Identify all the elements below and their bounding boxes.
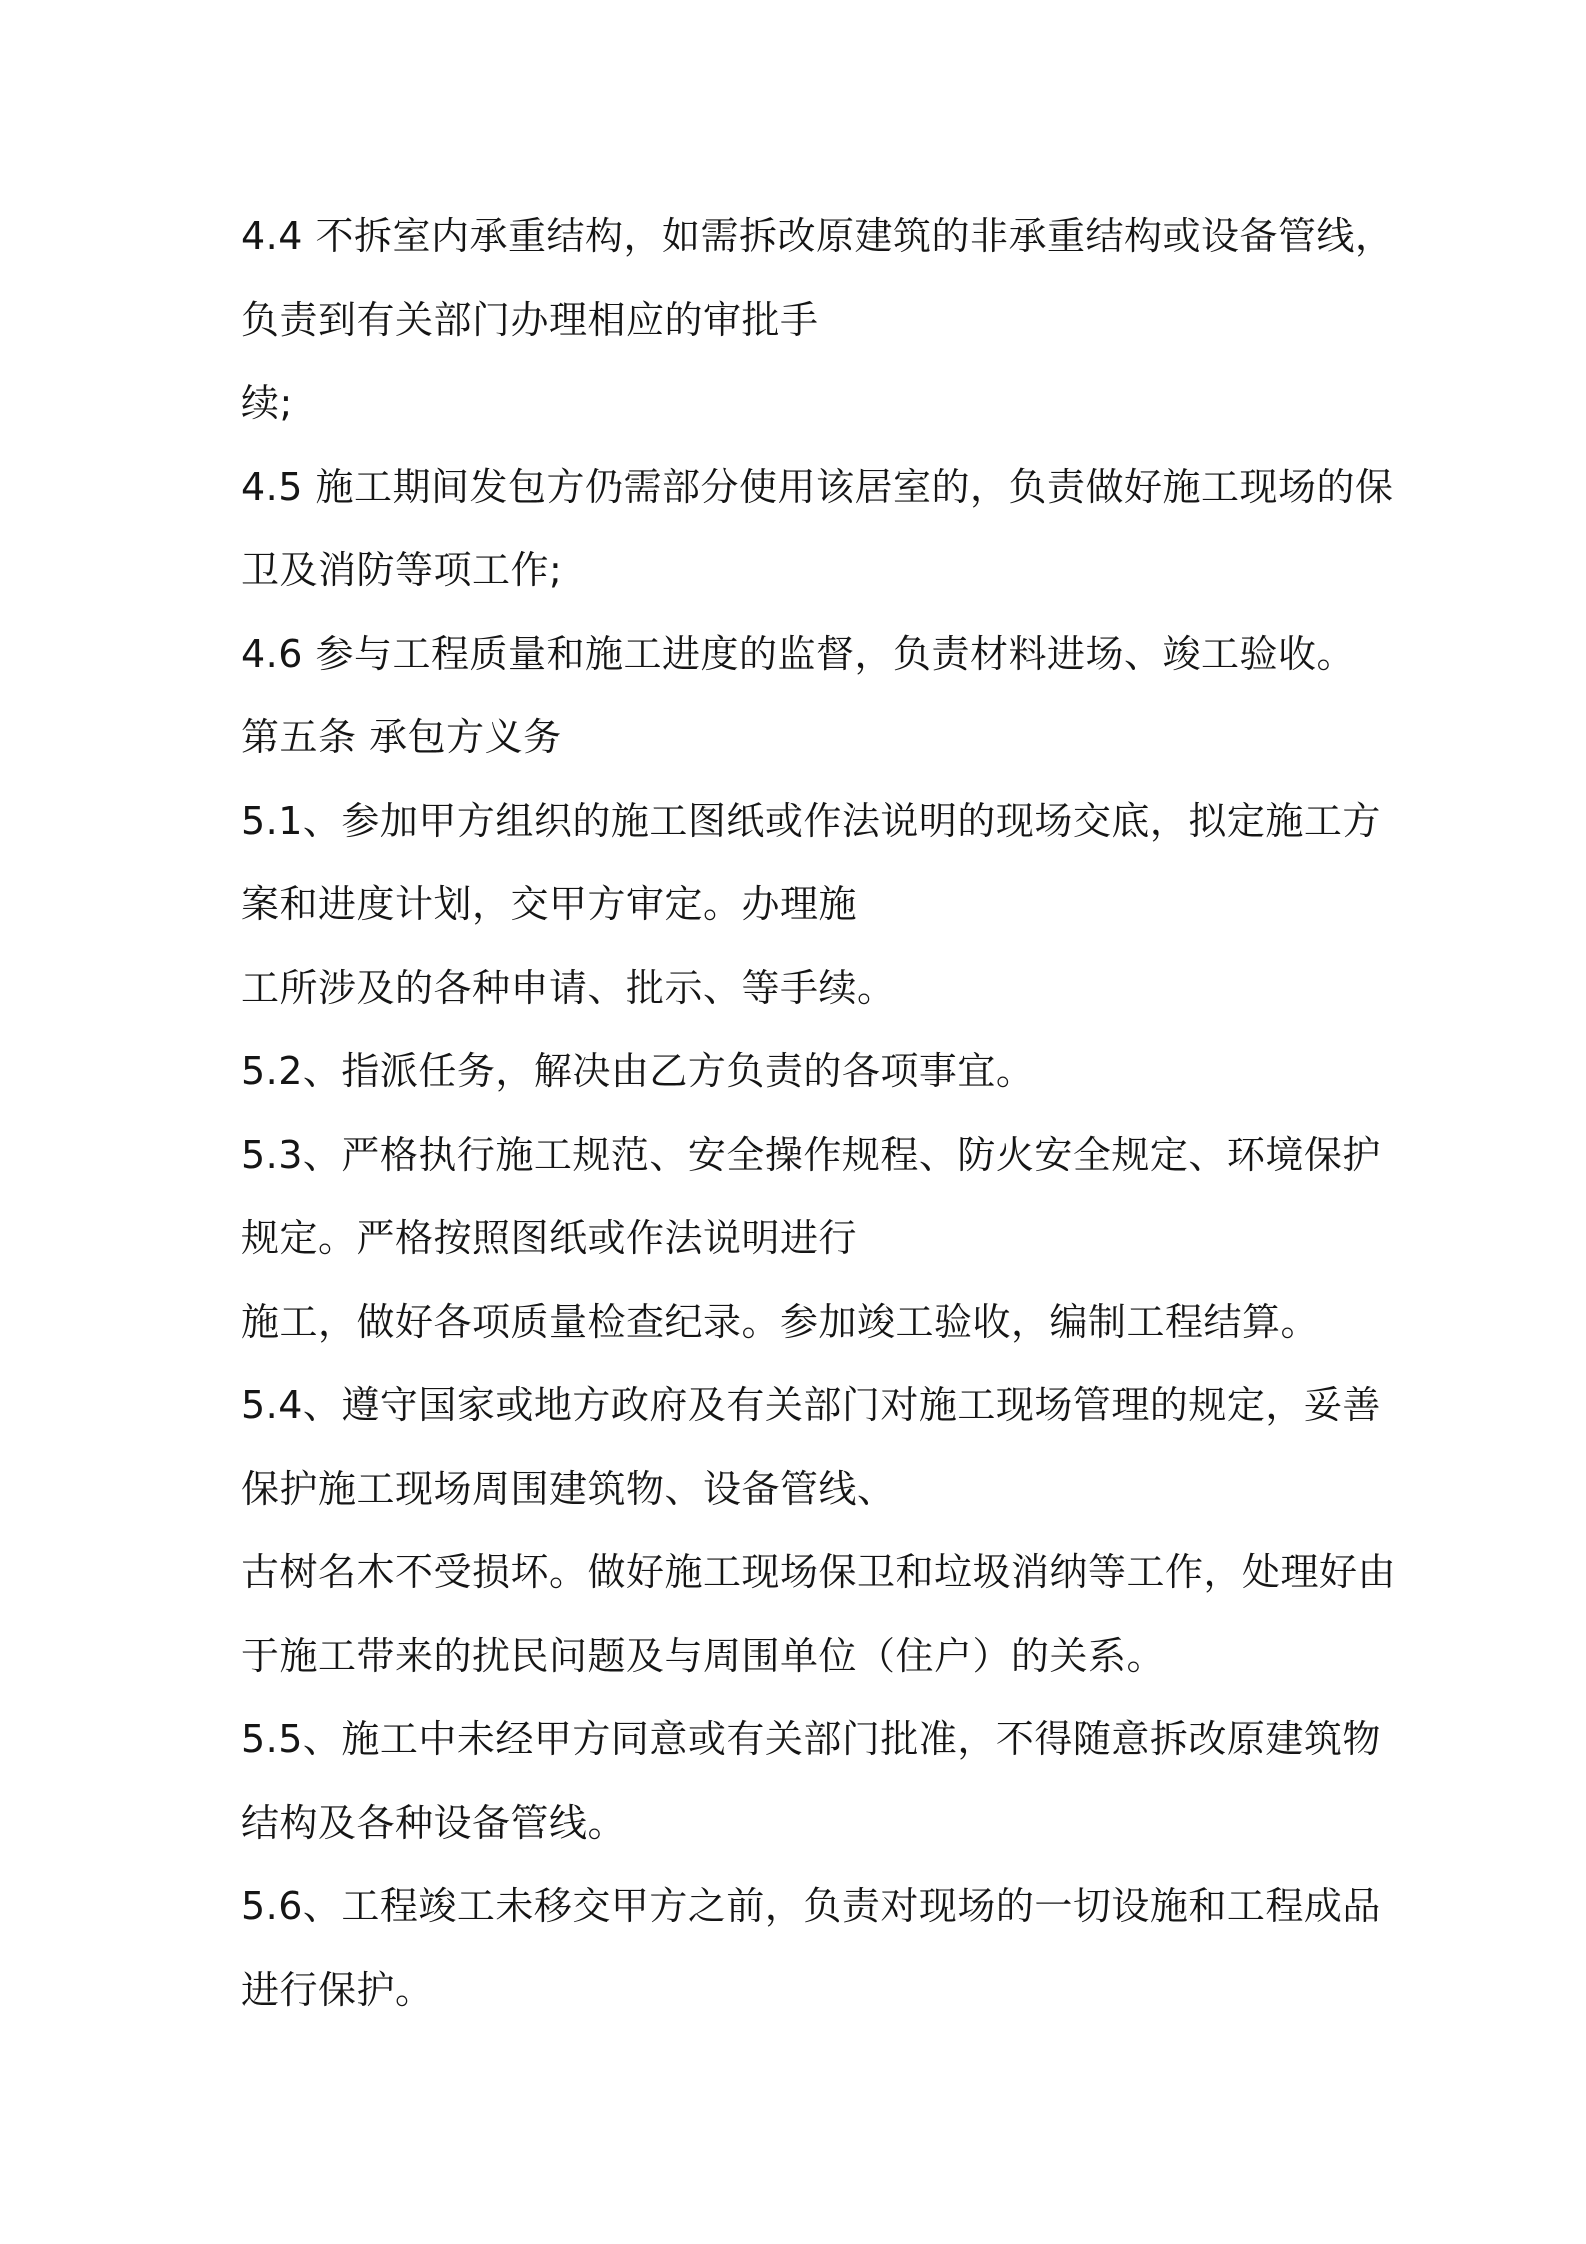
text-line-5-2: 5.2、指派任务，解决由乙方负责的各项事宜。 [241, 1049, 1035, 1093]
text-line-5-3-c: 施工，做好各项质量检查纪录。参加竣工验收，编制工程结算。 [241, 1299, 1320, 1344]
text-line-5-3-b: 规定。严格按照图纸或作法说明进行 [241, 1216, 858, 1260]
text-line-5-4-b: 保护施工现场周围建筑物、设备管线、 [241, 1466, 896, 1511]
section-heading-article-5: 第五条 承包方义务 [241, 715, 562, 759]
text-line-4-5-a: 4.5 施工期间发包方仍需部分使用该居室的，负责做好施工现场的保 [241, 464, 1394, 509]
text-line-5-6-a: 5.6、工程竣工未移交甲方之前，负责对现场的一切设施和工程成品 [241, 1884, 1381, 1928]
text-line-5-4-a: 5.4、遵守国家或地方政府及有关部门对施工现场管理的规定，妥善 [241, 1383, 1381, 1427]
text-line-5-4-c: 古树名木不受损坏。做好施工现场保卫和垃圾消纳等工作，处理好由 [241, 1550, 1397, 1594]
text-line-4-4-b: 负责到有关部门办理相应的审批手 [241, 297, 819, 342]
text-line-5-3-a: 5.3、严格执行施工规范、安全操作规程、防火安全规定、环境保护 [241, 1132, 1381, 1177]
text-line-4-4-a: 4.4 不拆室内承重结构，如需拆改原建筑的非承重结构或设备管线， [241, 214, 1394, 258]
text-line-5-6-b: 进行保护。 [241, 1967, 434, 2012]
text-line-5-1-a: 5.1、参加甲方组织的施工图纸或作法说明的现场交底，拟定施工方 [241, 798, 1381, 843]
document-body [241, 195, 1397, 2032]
text-line-4-4-c: 续; [241, 381, 293, 425]
text-line-4-6: 4.6 参与工程质量和施工进度的监督，负责材料进场、竣工验收。 [241, 631, 1356, 676]
text-line-5-1-b: 案和进度计划，交甲方审定。办理施 [241, 882, 858, 926]
text-line-5-5-b: 结构及各种设备管线。 [241, 1800, 627, 1845]
text-line-4-5-b: 卫及消防等项工作; [241, 548, 563, 592]
text-line-5-5-a: 5.5、施工中未经甲方同意或有关部门批准，不得随意拆改原建筑物 [241, 1717, 1381, 1761]
text-line-5-4-d: 于施工带来的扰民问题及与周围单位（住户）的关系。 [241, 1633, 1166, 1678]
text-line-5-1-c: 工所涉及的各种申请、批示、等手续。 [241, 965, 896, 1010]
